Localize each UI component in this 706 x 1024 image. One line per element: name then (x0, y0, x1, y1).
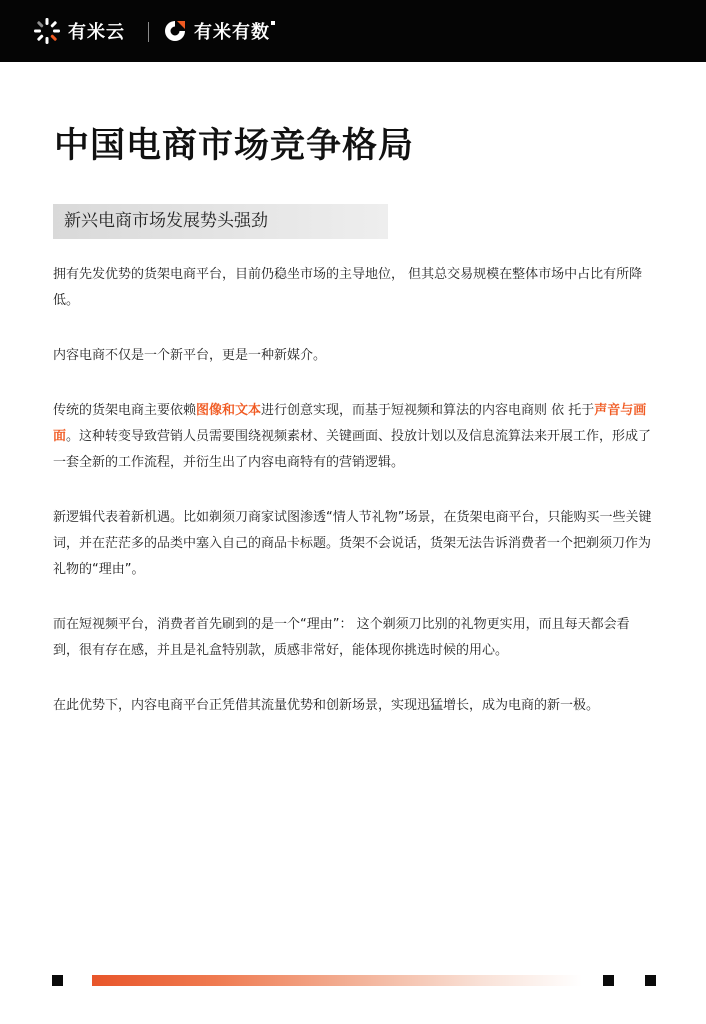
paragraph-5: 而在短视频平台，消费者首先刷到的是一个“理由”： 这个剃须刀比别的礼物更实用，而且每天都会看到，很有存在感，并且是礼盒特别款，质感非常好，能体现你挑选时候的用心。 (53, 617, 630, 658)
brand-secondary-name: 有米有数 (194, 22, 270, 43)
youmi-data-logo-icon (162, 18, 188, 44)
brand-mark-square (271, 21, 275, 25)
article-body (53, 262, 653, 748)
highlight-image-and-text: 图像和文本 (196, 403, 262, 418)
brand-divider (148, 22, 149, 42)
page-title: 中国电商市场竞争格局 (54, 126, 415, 166)
footer-decoration (0, 975, 706, 987)
section-heading: 新兴电商市场发展势头强劲 (64, 211, 268, 231)
brand-youmi-data[interactable] (162, 0, 275, 62)
section-heading-box (53, 204, 388, 239)
paragraph-6: 在此优势下，内容电商平台正凭借其流量优势和创新场景，实现迅猛增长，成为电商的新一极。 (53, 698, 600, 713)
paragraph-3 (53, 398, 653, 476)
brand-primary-name: 有米云 (68, 22, 125, 43)
paragraph-2: 内容电商不仅是一个新平台，更是一种新媒介。 (53, 348, 327, 363)
highlight-sound-and-picture: 声音与画面 (53, 403, 647, 444)
brand-youmi-cloud[interactable] (32, 0, 125, 62)
paragraph-4: 新逻辑代表着新机遇。比如剃须刀商家试图渗透“情人节礼物”场景，在货架电商平台，只能购买一些关键词，并在茫茫多的品类中塞入自己的商品卡标题。货架不会说话，货架无法告诉消费者一个把剃须刀作为礼物的“理由”。 (53, 510, 652, 577)
footer-square-left-1 (52, 975, 63, 986)
paragraph-3-text-b: 进行创意实现，而基于短视频和算法的内容电商则 依 托于 (261, 403, 595, 418)
footer-gradient-bar (92, 975, 582, 986)
top-header-bar (0, 0, 706, 62)
footer-square-right-2 (645, 975, 656, 986)
youmi-cloud-logo-icon (32, 16, 62, 46)
paragraph-3-text-a: 传统的货架电商主要依赖 (53, 403, 197, 418)
paragraph-3-text-c: 。这种转变导致营销人员需要围绕视频素材、关键画面、投放计划以及信息流算法来开展工作，形成了一套全新的工作流程，并衍生出了内容电商特有的营销逻辑。 (53, 429, 652, 470)
footer-square-right-1 (603, 975, 614, 986)
paragraph-1: 拥有先发优势的货架电商平台，目前仍稳坐市场的主导地位， 但其总交易规模在整体市场中占比有所降低。 (53, 267, 643, 308)
